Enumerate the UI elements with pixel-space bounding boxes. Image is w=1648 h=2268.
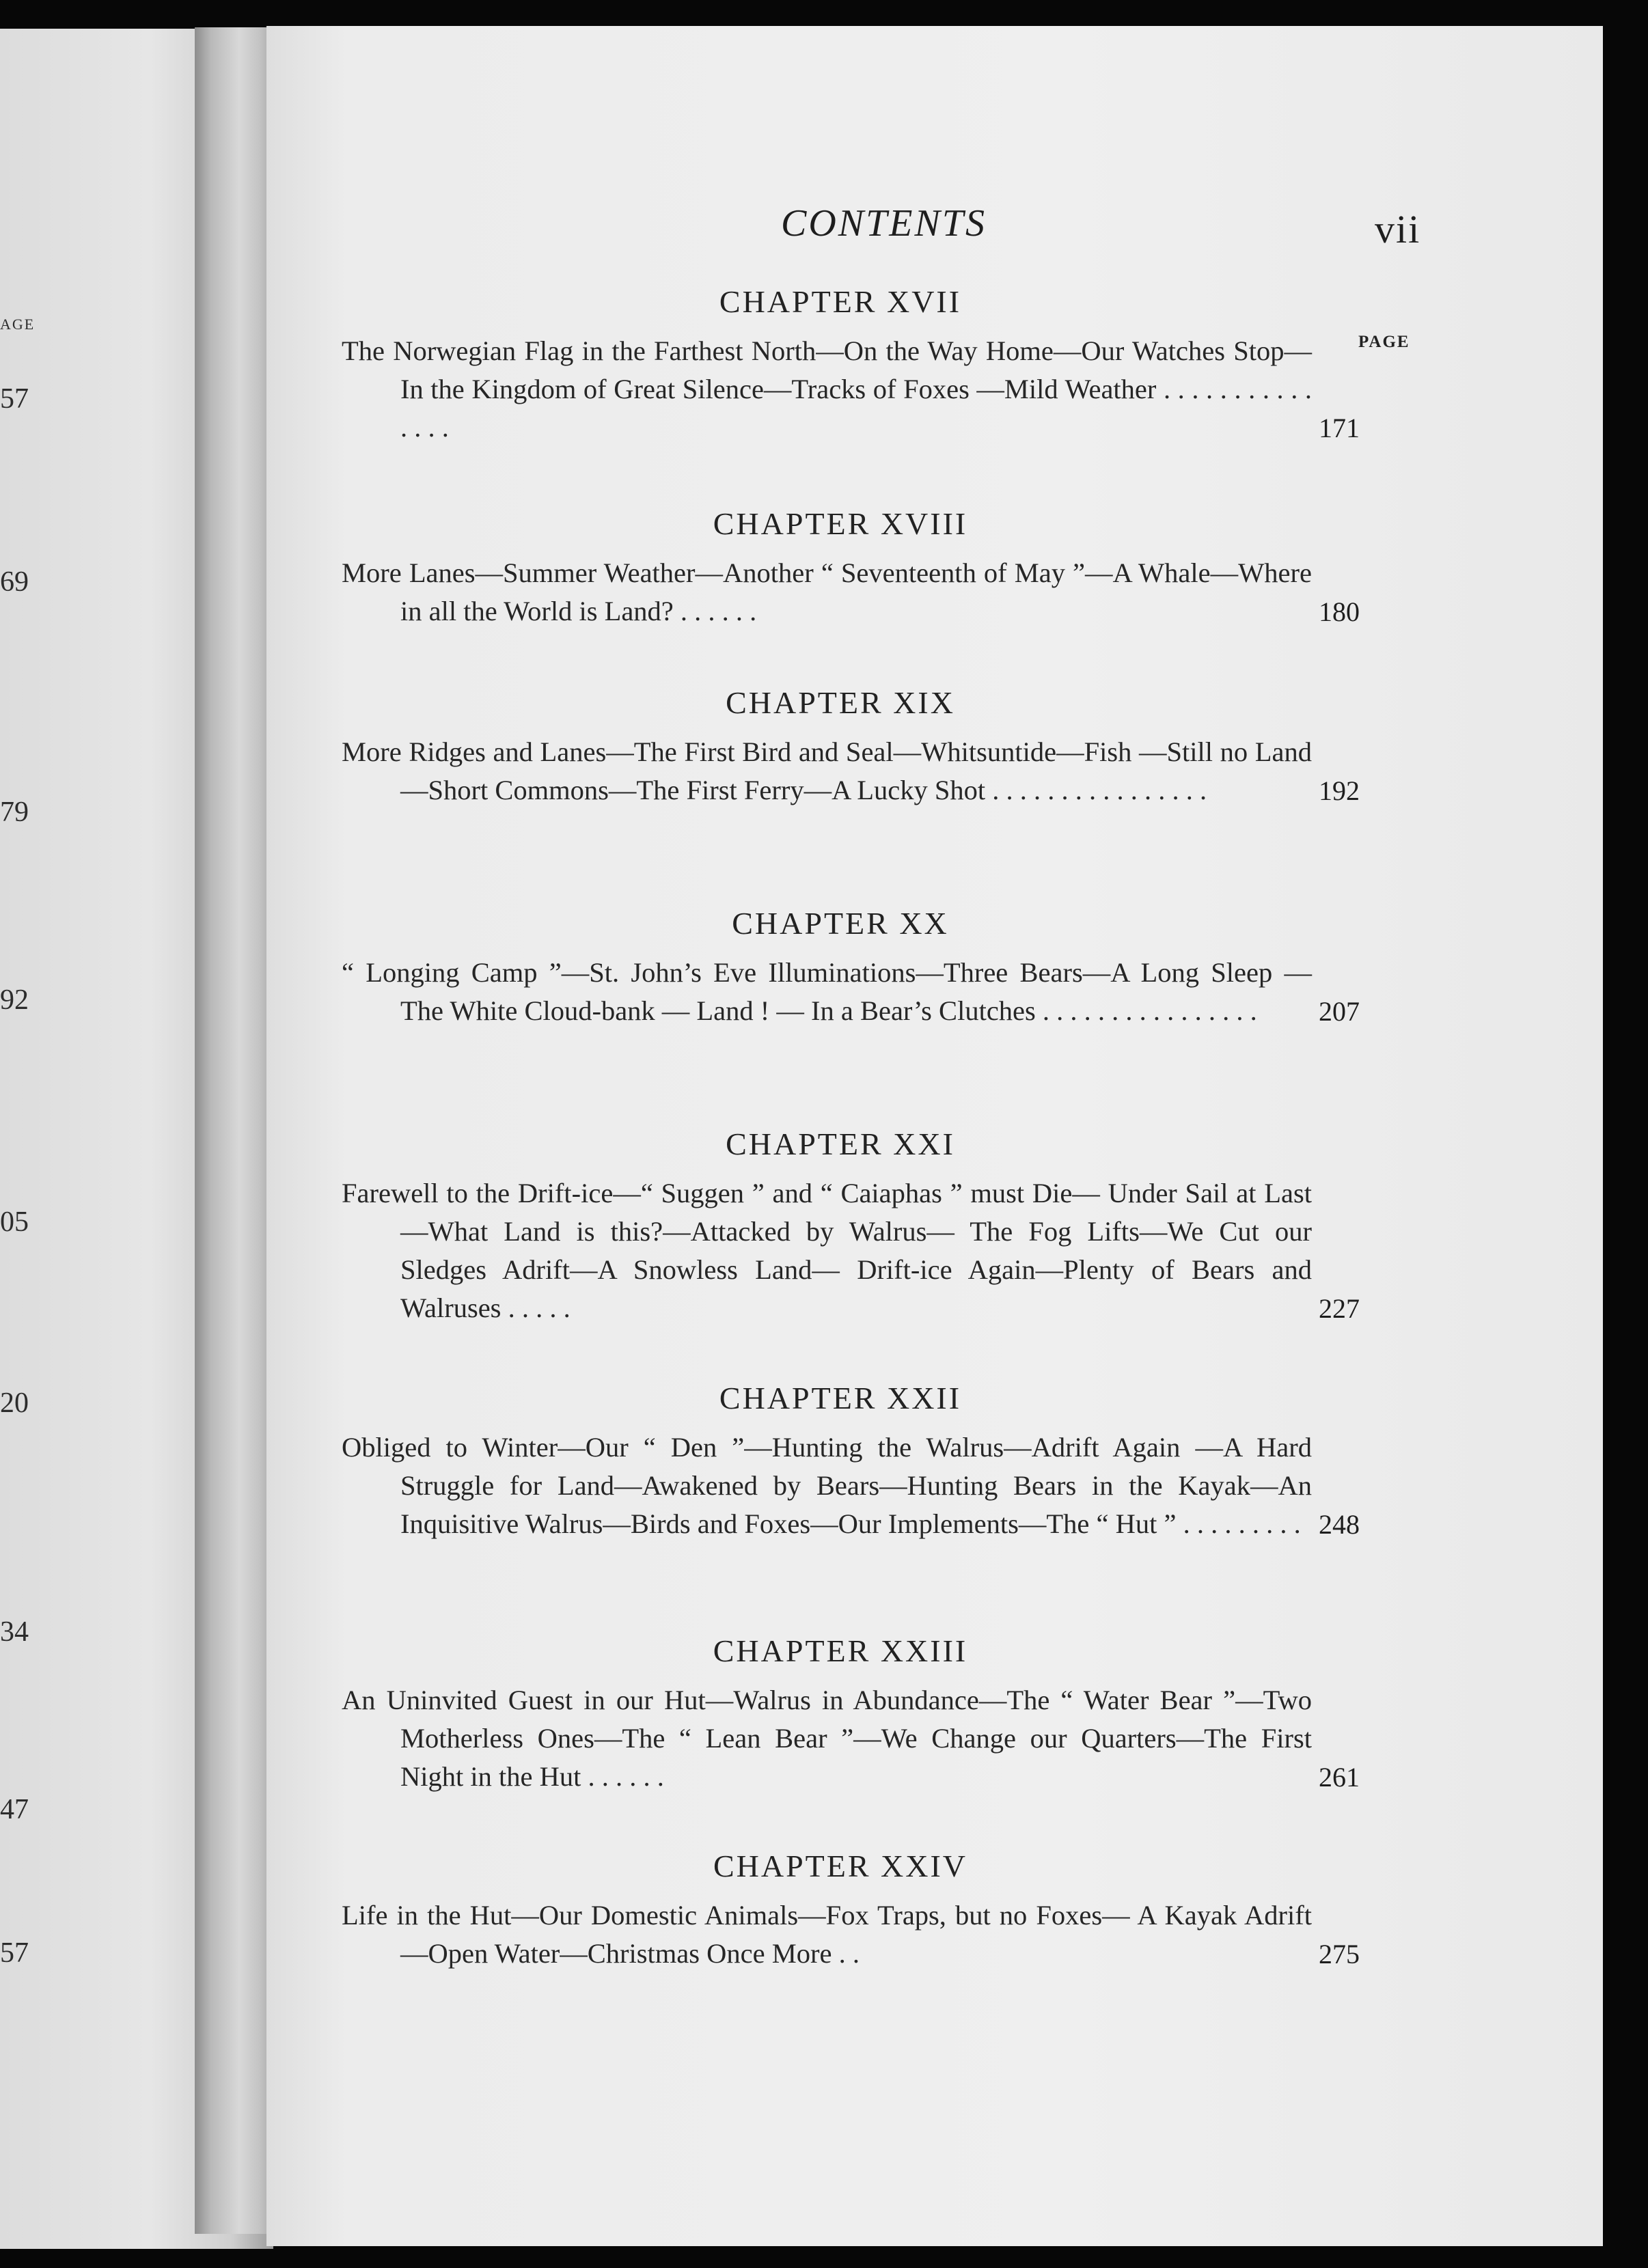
dot-leaders: . .: [838, 1938, 860, 1969]
chapter-title: CHAPTER XVII: [719, 284, 962, 319]
running-head: CONTENTS: [781, 202, 987, 245]
chapter-entry: [342, 1848, 1367, 1973]
chapter-summary: [342, 954, 1312, 1030]
facing-page-number: 34: [0, 1616, 29, 1648]
dot-leaders: . . . . . . . . . . . . . . . .: [992, 775, 1207, 805]
facing-page-number: 47: [0, 1794, 29, 1825]
chapter-entry: [342, 905, 1367, 1030]
chapter-summary: [342, 332, 1312, 447]
dot-leaders: . . . . . . . . .: [1183, 1508, 1301, 1539]
chapter-summary: [342, 1428, 1312, 1543]
chapter-title: CHAPTER XXII: [719, 1381, 962, 1415]
facing-page-number: 57: [0, 383, 29, 415]
facing-page-number: 20: [0, 1387, 29, 1419]
chapter-page-number: 180: [1319, 596, 1360, 627]
facing-page-number: 05: [0, 1206, 29, 1238]
chapter-title: CHAPTER XX: [732, 906, 949, 941]
page-column-label: PAGE: [1358, 333, 1410, 351]
chapter-title: CHAPTER XXIV: [713, 1849, 968, 1883]
chapter-entry: [342, 1380, 1367, 1543]
summary-text: More Lanes—Summer Weather—Another “ Seventeenth of May ”—A Whale—Where in all the World is Land?: [342, 557, 1312, 626]
dot-leaders: . . . . . .: [680, 596, 757, 626]
facing-page-number: 57: [0, 1937, 29, 1969]
chapter-entry: [342, 1633, 1367, 1796]
summary-text: Life in the Hut—Our Domestic Animals—Fox Traps, but no Foxes— A Kayak Adrift—Open Water—Christmas Once More: [342, 1900, 1312, 1969]
summary-text: “ Longing Camp ”—St. John’s Eve Illuminations—Three Bears—A Long Sleep — The White Cloud-bank — Land ! — In a Bear’s Clutches: [342, 957, 1312, 1026]
summary-text: Obliged to Winter—Our “ Den ”—Hunting the Walrus—Adrift Again —A Hard Struggle for Land—Awakened by Bears—Hunting Bears in the Kayak—An Inquisitive Walrus—Birds and Foxes—Our Implements—The “ Hut ”: [342, 1432, 1312, 1539]
dot-leaders: . . . . . . . . . . . . . . .: [400, 374, 1313, 443]
facing-page-label: AGE: [0, 316, 36, 333]
book-gutter: [195, 27, 275, 2234]
folio-page-number: vii: [1375, 207, 1421, 251]
dot-leaders: . . . . . .: [588, 1761, 664, 1792]
chapter-title: CHAPTER XXIII: [713, 1633, 968, 1668]
chapter-title: CHAPTER XVIII: [713, 506, 968, 541]
summary-text: More Ridges and Lanes—The First Bird and Seal—Whitsuntide—Fish —Still no Land—Short Commons—The First Ferry—A Lucky Shot: [342, 736, 1312, 805]
chapter-page-number: 207: [1319, 996, 1360, 1027]
facing-page-number: 79: [0, 797, 29, 828]
chapter-summary: [342, 733, 1312, 810]
chapter-page-number: 192: [1319, 775, 1360, 806]
chapter-entry: [342, 1126, 1367, 1327]
facing-page-number: 92: [0, 984, 29, 1016]
summary-text: Farewell to the Drift-ice—“ Suggen ” and “ Caiaphas ” must Die— Under Sail at Last—What Land is this?—Attacked by Walrus— The Fog Lifts—We Cut our Sledges Adrift—A Snowless Land— Drift-ice Again—Plenty of Bears and Walruses: [342, 1178, 1312, 1323]
chapter-summary: [342, 554, 1312, 631]
chapter-title: CHAPTER XXI: [726, 1126, 955, 1161]
chapter-summary: [342, 1681, 1312, 1796]
facing-page-number: 69: [0, 566, 29, 598]
chapter-page-number: 227: [1319, 1293, 1360, 1324]
chapter-page-number: 248: [1319, 1509, 1360, 1540]
chapter-entry: [342, 506, 1367, 631]
summary-text: The Norwegian Flag in the Farthest North—On the Way Home—Our Watches Stop—In the Kingdom of Great Silence—Tracks of Foxes —Mild Weather: [342, 335, 1312, 404]
dot-leaders: . . . . .: [508, 1292, 571, 1323]
chapter-page-number: 275: [1319, 1939, 1360, 1969]
chapter-page-number: 261: [1319, 1762, 1360, 1793]
chapter-entry: [342, 284, 1367, 447]
chapter-entry: [342, 684, 1367, 810]
dot-leaders: . . . . . . . . . . . . . . . .: [1042, 995, 1257, 1026]
chapter-summary: [342, 1174, 1312, 1327]
chapter-summary: [342, 1896, 1312, 1973]
chapter-title: CHAPTER XIX: [726, 685, 955, 720]
chapter-page-number: 171: [1319, 413, 1360, 443]
summary-text: An Uninvited Guest in our Hut—Walrus in Abundance—The “ Water Bear ”—Two Motherless Ones—The “ Lean Bear ”—We Change our Quarters—The First Night in the Hut: [342, 1685, 1312, 1792]
